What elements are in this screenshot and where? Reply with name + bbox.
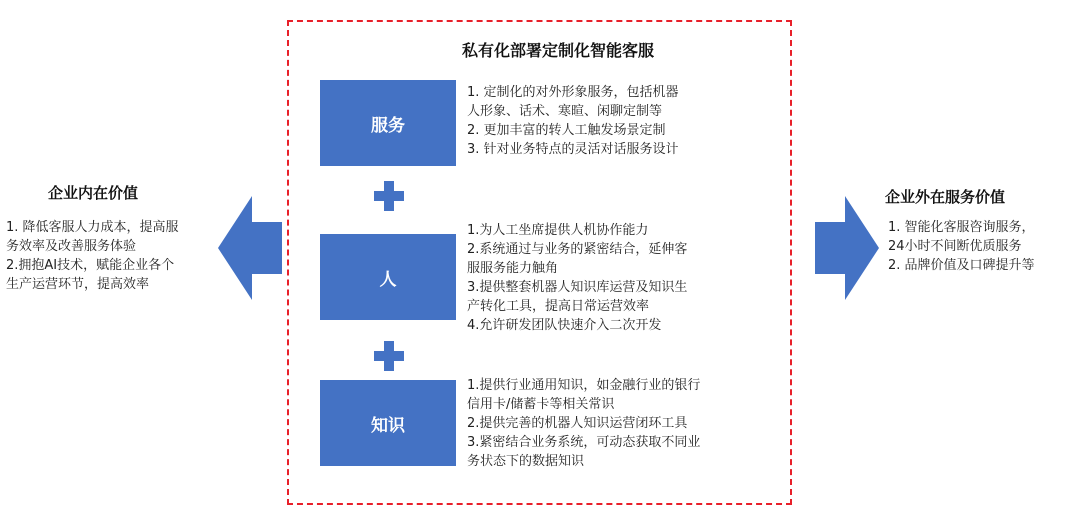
plus-icon bbox=[374, 181, 404, 211]
knowledge-description bbox=[467, 376, 759, 471]
service-block-label: 服务 bbox=[371, 115, 405, 136]
people-line: 服服务能力触角 bbox=[467, 261, 559, 276]
knowledge-line: 信用卡/储蓄卡等相关常识 bbox=[467, 397, 615, 412]
center-title: 私有化部署定制化智能客服 bbox=[462, 41, 655, 60]
service-line: 人形象、话术、寒暄、闲聊定制等 bbox=[467, 104, 663, 119]
knowledge-block bbox=[320, 380, 456, 466]
people-block bbox=[320, 234, 456, 320]
left-title: 企业内在价值 bbox=[48, 184, 139, 202]
left-line: 务效率及改善服务体验 bbox=[6, 239, 137, 254]
right-line: 24小时不间断优质服务 bbox=[888, 239, 1022, 254]
knowledge-line: 务状态下的数据知识 bbox=[467, 454, 585, 469]
people-line: 1.为人工坐席提供人机协作能力 bbox=[467, 223, 649, 238]
left-arrow-icon bbox=[218, 196, 282, 300]
right-title: 企业外在服务价值 bbox=[885, 188, 1006, 206]
right-description bbox=[888, 218, 1035, 275]
people-line: 2.系统通过与业务的紧密结合，延伸客 bbox=[467, 242, 688, 257]
people-description bbox=[467, 221, 759, 335]
knowledge-line: 1.提供行业通用知识，如金融行业的银行 bbox=[467, 378, 701, 393]
plus-icon bbox=[374, 341, 404, 371]
service-line: 1. 定制化的对外形象服务，包括机器 bbox=[467, 85, 679, 100]
service-description bbox=[467, 83, 759, 159]
left-line: 2.拥抱AI技术，赋能企业各个 bbox=[6, 258, 175, 273]
left-line: 1. 降低客服人力成本，提高服 bbox=[6, 220, 179, 235]
right-arrow-icon bbox=[815, 196, 879, 300]
people-line: 产转化工具，提高日常运营效率 bbox=[467, 299, 650, 314]
people-line: 4.允许研发团队快速介入二次开发 bbox=[467, 318, 662, 333]
service-block bbox=[320, 80, 456, 166]
right-line: 1. 智能化客服咨询服务， bbox=[888, 220, 1035, 235]
service-line: 3. 针对业务特点的灵活对话服务设计 bbox=[467, 142, 679, 157]
left-description bbox=[6, 218, 179, 294]
knowledge-line: 2.提供完善的机器人知识运营闭环工具 bbox=[467, 416, 688, 431]
people-block-label: 人 bbox=[379, 269, 397, 290]
people-line: 3.提供整套机器人知识库运营及知识生 bbox=[467, 280, 688, 295]
left-line: 生产运营环节，提高效率 bbox=[6, 277, 150, 292]
knowledge-block-label: 知识 bbox=[371, 415, 405, 436]
service-line: 2. 更加丰富的转人工触发场景定制 bbox=[467, 123, 666, 138]
right-line: 2. 品牌价值及口碑提升等 bbox=[888, 258, 1035, 273]
knowledge-line: 3.紧密结合业务系统，可动态获取不同业 bbox=[467, 435, 701, 450]
